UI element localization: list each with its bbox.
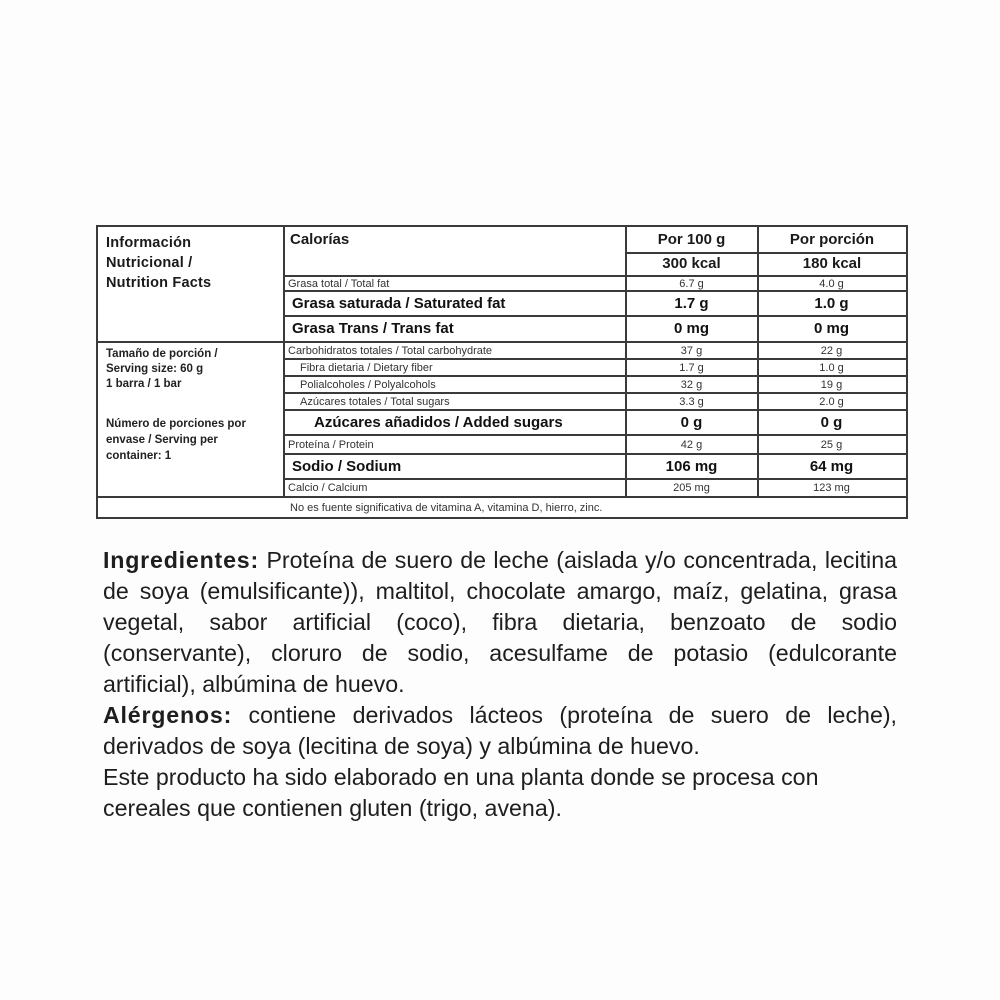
ingredients-section xyxy=(103,545,897,824)
value-per-serving: 0 mg xyxy=(813,320,849,337)
value-per-serving: 0 g xyxy=(820,414,843,431)
value-per-100g: 32 g xyxy=(680,378,703,391)
nutrient-label: Sodio / Sodium xyxy=(292,458,402,475)
divider-left-title xyxy=(98,341,284,343)
ingredients-text: Proteína de suero de leche (aislada y/o concentrada, lecitina de soya (emulsificante)), maltitol, chocolate amargo, maíz, gelatina, grasa vegetal, sabor artificial (coco), fibra dietaria, benzoato de sodio (conservante), cloruro de sodio, acesulfame de potasio (edulcorante artificial), albúmina de huevo. xyxy=(103,547,897,697)
value-per-100g: 1.7 g xyxy=(679,361,704,374)
allergens-paragraph xyxy=(103,700,897,762)
table-row-dietary-fiber xyxy=(284,359,906,376)
nutrition-facts-title xyxy=(106,233,284,293)
nutrient-label: Fibra dietaria / Dietary fiber xyxy=(300,361,433,374)
table-row-total-fat xyxy=(284,276,906,291)
gluten-note: Este producto ha sido elaborado en una planta donde se procesa con cereales que contienen gluten (trigo, avena). xyxy=(103,764,819,821)
table-row-added-sugars xyxy=(284,410,906,435)
table-row-total-sugars xyxy=(284,393,906,410)
allergens-label: Alérgenos: xyxy=(103,702,233,728)
serving-size-line: Serving size: 60 g xyxy=(106,363,204,375)
calories-label: Calorías xyxy=(290,231,350,248)
title-line: Nutrition Facts xyxy=(106,275,212,291)
nutrient-label: Carbohidratos totales / Total carbohydrate xyxy=(288,344,493,357)
title-line: Información xyxy=(106,235,192,251)
value-per-100g: 205 mg xyxy=(673,482,710,494)
servings-per-container-info xyxy=(106,416,284,464)
table-row-trans-fat xyxy=(284,316,906,341)
title-line: Nutricional / xyxy=(106,255,193,271)
serving-size-info xyxy=(106,347,284,392)
value-per-serving: 1.0 g xyxy=(819,361,844,374)
nutrient-label: Azúcares totales / Total sugars xyxy=(300,395,450,408)
servings-line: Número de porciones por xyxy=(106,418,246,430)
value-per-100g: 6.7 g xyxy=(679,277,704,290)
value-per-serving: 1.0 g xyxy=(814,295,849,312)
table-row-total-carbohydrate xyxy=(284,342,906,359)
allergens-text: contiene derivados lácteos (proteína de suero de leche), derivados de soya (lecitina de soya) y albúmina de huevo. xyxy=(103,702,897,759)
divider-header xyxy=(625,252,906,254)
nutrient-label: Grasa Trans / Trans fat xyxy=(292,320,454,337)
value-per-100g: 3.3 g xyxy=(679,395,704,408)
value-per-serving: 25 g xyxy=(820,438,843,451)
value-per-serving: 4.0 g xyxy=(819,277,844,290)
nutrient-label: Polialcoholes / Polyalcohols xyxy=(300,378,436,391)
serving-size-line: 1 barra / 1 bar xyxy=(106,378,182,390)
serving-size-line: Tamaño de porción / xyxy=(106,348,218,360)
value-per-serving: 2.0 g xyxy=(819,395,844,408)
table-row-sodium xyxy=(284,454,906,479)
column-header-per-100g: Por 100 g xyxy=(657,231,726,248)
table-row-saturated-fat xyxy=(284,291,906,316)
value-per-serving: 123 mg xyxy=(813,482,850,494)
nutrient-label: Proteína / Protein xyxy=(288,438,374,451)
ingredients-label: Ingredientes: xyxy=(103,547,259,573)
value-per-100g: 0 mg xyxy=(673,320,709,337)
ingredients-paragraph xyxy=(103,545,897,700)
servings-line: envase / Serving per xyxy=(106,434,218,446)
value-per-serving: 64 mg xyxy=(809,458,854,475)
nutrient-label: Grasa saturada / Saturated fat xyxy=(292,295,506,312)
table-footnote: No es fuente significativa de vitamina A, vitamina D, hierro, zinc. xyxy=(290,502,603,514)
value-per-100g: 1.7 g xyxy=(674,295,709,312)
servings-line: container: 1 xyxy=(106,450,172,462)
nutrition-facts-table xyxy=(96,225,908,519)
table-row-protein xyxy=(284,435,906,454)
value-per-100g: 37 g xyxy=(680,344,703,357)
table-row-polyalcohols xyxy=(284,376,906,393)
value-per-100g: 106 mg xyxy=(665,458,718,475)
table-row-calcium xyxy=(284,479,906,497)
value-per-100g: 42 g xyxy=(680,438,703,451)
column-header-per-serving: Por porción xyxy=(789,231,875,248)
calories-per-serving: 180 kcal xyxy=(802,255,862,272)
nutrient-label: Calcio / Calcium xyxy=(288,482,368,494)
nutrient-label: Grasa total / Total fat xyxy=(288,277,390,290)
value-per-serving: 22 g xyxy=(820,344,843,357)
nutrient-label: Azúcares añadidos / Added sugars xyxy=(314,414,563,431)
value-per-serving: 19 g xyxy=(820,378,843,391)
calories-per-100g: 300 kcal xyxy=(662,255,721,272)
value-per-100g: 0 g xyxy=(680,414,703,431)
